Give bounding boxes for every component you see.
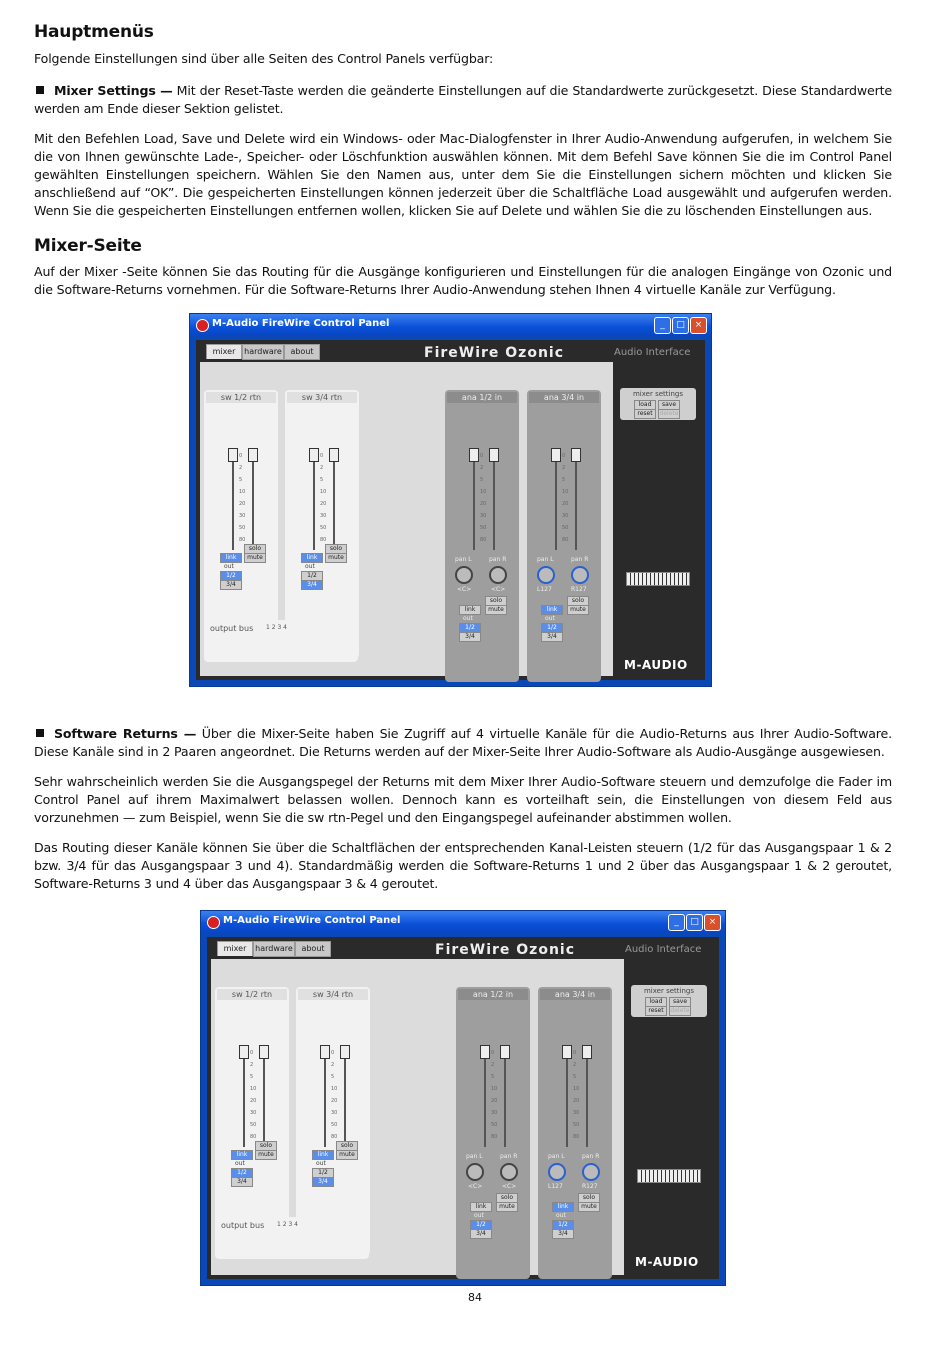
scale-tick: 20 [250,1098,257,1104]
mute-button: mute [244,553,266,563]
scale-tick: 50 [562,525,569,531]
fader-handle [551,448,561,462]
scale-tick: 5 [239,477,243,483]
link-button: link [312,1150,334,1160]
channel-strip [445,390,519,682]
scale-tick: 10 [320,489,327,495]
delete-button: delete [670,1007,690,1014]
fader-handle [340,1045,350,1059]
solo-button: solo [244,544,266,554]
scale-tick: 0 [331,1050,335,1056]
out-34-button: 3/4 [552,1229,574,1239]
fader-handle [469,448,479,462]
brand-subtitle: Audio Interface [614,347,691,358]
fader-rail [484,1057,486,1147]
scale-tick: 20 [331,1098,338,1104]
strip-header: sw 3/4 rtn [287,392,357,403]
scale-tick: 80 [562,537,569,543]
scale-tick: 0 [562,453,566,459]
fader-rail [586,1057,588,1147]
out-34-button: 3/4 [312,1177,334,1187]
mixer-settings-label: mixer settings [632,390,683,398]
pan-value: <C> [502,1183,517,1190]
pan-r-label: pan R [582,1153,600,1160]
scale-tick: 10 [573,1086,580,1092]
fader-handle [248,448,258,462]
mute-button: mute [567,605,589,615]
app-icon [207,916,220,929]
keyboard-icon [626,572,690,586]
scale-tick: 5 [562,477,566,483]
strip-header: sw 1/2 rtn [217,989,287,1000]
fader-handle [562,1045,572,1059]
output-bus-numbers: 1 2 3 4 [266,624,287,631]
pan-knob-icon [455,566,473,584]
window-title: M-Audio FireWire Control Panel [212,318,390,329]
heading-hauptmenues: Hauptmenüs [34,22,154,42]
fader-rail [333,460,335,550]
out-12-button: 1/2 [301,571,323,581]
fader-handle [228,448,238,462]
fader-rail [313,460,315,550]
output-bus-panel [215,1217,369,1259]
strip-header: sw 3/4 rtn [298,989,368,1000]
minimize-icon: _ [668,914,685,931]
scale-tick: 5 [480,477,484,483]
reset-button: reset [634,409,656,419]
scale-tick: 50 [491,1122,498,1128]
strip-header: sw 1/2 rtn [206,392,276,403]
heading-mixer-seite: Mixer-Seite [34,236,142,256]
scale-tick: 50 [320,525,327,531]
solo-button: solo [567,596,589,606]
out-label: out [305,563,315,570]
scale-tick: 2 [480,465,484,471]
channel-strip [527,390,601,682]
scale-tick: 30 [562,513,569,519]
tab-about: about [295,941,331,957]
scale-tick: 50 [250,1122,257,1128]
fader-rail [344,1057,346,1147]
out-34-button: 3/4 [231,1177,253,1187]
scale-tick: 10 [239,489,246,495]
pan-knob-icon [548,1163,566,1181]
window-client [207,937,719,1279]
delete-button: delete [659,410,679,417]
software-returns-label: Software Returns — [54,726,197,741]
solo-button: solo [578,1193,600,1203]
scale-tick: 20 [562,501,569,507]
scale-tick: 50 [331,1122,338,1128]
close-icon: × [690,317,707,334]
solo-button: solo [325,544,347,554]
mixer-settings-panel [631,985,707,1017]
scale-tick: 10 [331,1086,338,1092]
m-audio-logo: M-AUDIO [624,658,688,672]
fader-handle [480,1045,490,1059]
window-titlebar [190,314,711,336]
pan-l-label: pan L [455,556,472,563]
scale-tick: 30 [239,513,246,519]
pan-knob-icon [537,566,555,584]
pan-r-label: pan R [489,556,507,563]
fader-scale [491,1047,497,1143]
out-34-button: 3/4 [301,580,323,590]
scale-tick: 5 [573,1074,577,1080]
bullet-square-icon [36,729,44,737]
pan-value: <C> [468,1183,483,1190]
fader-scale [331,1047,337,1143]
channel-strip [204,390,278,658]
link-button: link [552,1202,574,1212]
fader-handle [582,1045,592,1059]
tab-hardware: hardware [253,941,295,957]
scale-tick: 80 [573,1134,580,1140]
scale-tick: 10 [562,489,569,495]
out-label: out [235,1160,245,1167]
link-button: link [470,1202,492,1212]
bullet-square-icon [36,86,44,94]
link-button: link [220,553,242,563]
scale-tick: 30 [573,1110,580,1116]
fader-rail [555,460,557,550]
pan-knob-icon [500,1163,518,1181]
fader-scale [250,1047,256,1143]
fader-handle [309,448,319,462]
out-label: out [556,1212,566,1219]
fader-rail [232,460,234,550]
out-34-button: 3/4 [459,632,481,642]
paragraph-mixer-settings [34,82,892,118]
pan-value: R127 [582,1183,598,1190]
scale-tick: 2 [491,1062,495,1068]
fader-rail [493,460,495,550]
pan-knob-icon [466,1163,484,1181]
app-icon [196,319,209,332]
paragraph-load-save: Mit den Befehlen Load, Save und Delete wird ein Windows- oder Mac-Dialogfenster in Ihrer Audio-Anwendung aufgerufen, in welchem Sie die von Ihnen gewünschte Lade-, Speicher- oder Löschfunktion auswählen können. Mit dem Befehl Save können Sie die im Control Panel gewählten Einstellungen speichern. Wählen Sie den Namen aus, unter dem Sie die Einstellungen sichern möchten und klicken Sie anschließend auf “OK”. Die gespeicherten Einstellungen können jederzeit über die Schaltfläche Load ausgewählt und aufgerufen werden. Wenn Sie die gespeicherten Einstellungen entfernen wollen, klicken Sie auf Delete und wählen Sie die zu löschenden Einstellungen aus. [34,131,892,218]
pan-value: R127 [571,586,587,593]
scale-tick: 80 [491,1134,498,1140]
mixer-settings-panel [620,388,696,420]
link-button: link [231,1150,253,1160]
fader-rail [473,460,475,550]
scale-tick: 30 [331,1110,338,1116]
pan-knob-icon [582,1163,600,1181]
scale-tick: 0 [250,1050,254,1056]
scale-tick: 0 [239,453,243,459]
paragraph-mixer-intro: Auf der Mixer -Seite können Sie das Routing für die Ausgänge konfigurieren und Einstellungen für die analogen Eingänge von Ozonic und die Software-Returns vornehmen. Für die Software-Returns Ihrer Audio-Anwendung stehen Ihnen 4 virtuelle Kanäle zur Verfügung. [34,264,892,297]
paragraph-routing: Das Routing dieser Kanäle können Sie über die Schaltflächen der entsprechenden Kanal-Leisten steuern (1/2 für das Ausgangspaar 1 & 2 bzw. 3/4 für das Ausgangspaar 3 und 4). Standardmäßig werden die Software-Returns 1 und 2 über das Ausgangspaar 1 & 2 geroutet, Software-Returns 3 und 4 über das Ausgangspaar 3 & 4 geroutet. [34,840,892,891]
fader-rail [263,1057,265,1147]
scale-tick: 2 [320,465,324,471]
paragraph-returns-levels: Sehr wahrscheinlich werden Sie die Ausgangspegel der Returns mit dem Mixer Ihrer Audio-Software steuern und demzufolge die Fader im Control Panel auf ihrem Maximalwert belassen wollen. Dennoch kann es vorteilhaft sein, die Einstellungen von diesem Feld aus vorzunehmen — zum Beispiel, wenn Sie die sw rtn-Pegel und den Eingangspegel aufeinander abstimmen wollen. [34,774,892,825]
out-12-button: 1/2 [231,1168,253,1178]
brand-title: FireWire Ozonic [424,345,565,361]
fader-rail [324,1057,326,1147]
out-label: out [545,615,555,622]
pan-l-label: pan L [548,1153,565,1160]
fader-handle [329,448,339,462]
fader-scale [320,450,326,546]
out-12-button: 1/2 [220,571,242,581]
tab-mixer: mixer [217,941,253,956]
mute-button: mute [496,1202,518,1212]
scale-tick: 80 [331,1134,338,1140]
mixer-pane [211,959,624,1275]
mute-button: mute [336,1150,358,1160]
scale-tick: 20 [320,501,327,507]
maximize-icon: □ [672,317,689,334]
pan-value: <C> [457,586,472,593]
fader-rail [504,1057,506,1147]
scale-tick: 20 [239,501,246,507]
save-button: save [658,400,680,410]
fader-scale [480,450,486,546]
window-title: M-Audio FireWire Control Panel [223,915,401,926]
reset-button: reset [645,1006,667,1016]
out-12-button: 1/2 [541,623,563,633]
scale-tick: 5 [250,1074,254,1080]
strip-header: ana 3/4 in [529,392,599,403]
window-titlebar [201,911,725,933]
fader-handle [571,448,581,462]
fader-rail [566,1057,568,1147]
fader-rail [243,1057,245,1147]
control-panel-screenshot [200,910,726,1286]
tab-mixer: mixer [206,344,242,359]
channel-strip [538,987,612,1279]
brand-title: FireWire Ozonic [435,942,576,958]
pan-l-label: pan L [537,556,554,563]
paragraph-software-returns [34,725,892,761]
fader-scale [239,450,245,546]
out-34-button: 3/4 [541,632,563,642]
scale-tick: 80 [320,537,327,543]
pan-knob-icon [571,566,589,584]
tab-about: about [284,344,320,360]
out-34-button: 3/4 [470,1229,492,1239]
link-button: link [459,605,481,615]
channel-strip [456,987,530,1279]
out-label: out [463,615,473,622]
fader-handle [239,1045,249,1059]
load-button: load [645,997,667,1007]
mixer-settings-label: Mixer Settings — [54,83,173,98]
solo-button: solo [496,1193,518,1203]
window-client [196,340,705,680]
solo-button: solo [485,596,507,606]
strip-header: ana 3/4 in [540,989,610,1000]
pan-knob-icon [489,566,507,584]
pan-value: L127 [537,586,552,593]
fader-scale [562,450,568,546]
scale-tick: 2 [573,1062,577,1068]
maximize-icon: □ [686,914,703,931]
scale-tick: 30 [320,513,327,519]
mixer-settings-text: Mit der Reset-Taste werden die geänderte Einstellungen auf die Standardwerte zurückgesetzt. Diese Standardwerte werden am Ende dieser Sektion gelistet. [34,83,892,116]
mixer-pane [200,362,613,676]
output-bus-panel [204,620,358,662]
scale-tick: 2 [250,1062,254,1068]
fader-handle [500,1045,510,1059]
keyboard-icon [637,1169,701,1183]
page-number: 84 [468,1291,482,1304]
mute-button: mute [325,553,347,563]
scale-tick: 0 [480,453,484,459]
scale-tick: 30 [491,1110,498,1116]
pan-value: L127 [548,1183,563,1190]
scale-tick: 10 [250,1086,257,1092]
out-12-button: 1/2 [459,623,481,633]
scale-tick: 80 [480,537,487,543]
link-button: link [541,605,563,615]
out-34-button: 3/4 [220,580,242,590]
scale-tick: 0 [573,1050,577,1056]
scale-tick: 5 [331,1074,335,1080]
fader-rail [252,460,254,550]
output-bus-label: output bus [210,624,254,633]
out-12-button: 1/2 [470,1220,492,1230]
pan-value: <C> [491,586,506,593]
out-label: out [474,1212,484,1219]
mixer-settings-label: mixer settings [643,987,694,995]
mute-button: mute [485,605,507,615]
minimize-icon: _ [654,317,671,334]
mute-button: mute [578,1202,600,1212]
scale-tick: 50 [573,1122,580,1128]
tab-hardware: hardware [242,344,284,360]
scale-tick: 2 [239,465,243,471]
scale-tick: 2 [331,1062,335,1068]
fader-handle [320,1045,330,1059]
scale-tick: 10 [480,489,487,495]
scale-tick: 30 [480,513,487,519]
fader-handle [259,1045,269,1059]
scale-tick: 80 [250,1134,257,1140]
link-button: link [301,553,323,563]
pan-r-label: pan R [500,1153,518,1160]
scale-tick: 10 [491,1086,498,1092]
strip-header: ana 1/2 in [447,392,517,403]
fader-rail [575,460,577,550]
close-icon: × [704,914,721,931]
m-audio-logo: M-AUDIO [635,1255,699,1269]
out-label: out [224,563,234,570]
scale-tick: 0 [491,1050,495,1056]
output-bus-numbers: 1 2 3 4 [277,1221,298,1228]
channel-strip [296,987,370,1255]
software-returns-text: Über die Mixer-Seite haben Sie Zugriff auf 4 virtuelle Kanäle für die Audio-Returns aus Ihrer Audio-Software. Diese Kanäle sind in 2 Paaren angeordnet. Die Returns werden auf der Mixer-Seite Ihrer Audio-Software als Audio-Ausgänge ausgewiesen. [34,726,892,759]
brand-subtitle: Audio Interface [625,944,702,955]
solo-button: solo [336,1141,358,1151]
fader-scale [573,1047,579,1143]
solo-button: solo [255,1141,277,1151]
scale-tick: 20 [491,1098,498,1104]
scale-tick: 20 [573,1098,580,1104]
mute-button: mute [255,1150,277,1160]
scale-tick: 5 [320,477,324,483]
fader-handle [489,448,499,462]
output-bus-label: output bus [221,1221,265,1230]
scale-tick: 30 [250,1110,257,1116]
out-12-button: 1/2 [312,1168,334,1178]
scale-tick: 5 [491,1074,495,1080]
pan-l-label: pan L [466,1153,483,1160]
strip-header: ana 1/2 in [458,989,528,1000]
out-label: out [316,1160,326,1167]
scale-tick: 50 [480,525,487,531]
scale-tick: 20 [480,501,487,507]
scale-tick: 80 [239,537,246,543]
paragraph-intro: Folgende Einstellungen sind über alle Seiten des Control Panels verfügbar: [34,51,494,66]
channel-strip [215,987,289,1255]
load-button: load [634,400,656,410]
channel-strip [285,390,359,658]
control-panel-screenshot [189,313,712,687]
pan-r-label: pan R [571,556,589,563]
scale-tick: 50 [239,525,246,531]
out-12-button: 1/2 [552,1220,574,1230]
scale-tick: 0 [320,453,324,459]
save-button: save [669,997,691,1007]
scale-tick: 2 [562,465,566,471]
